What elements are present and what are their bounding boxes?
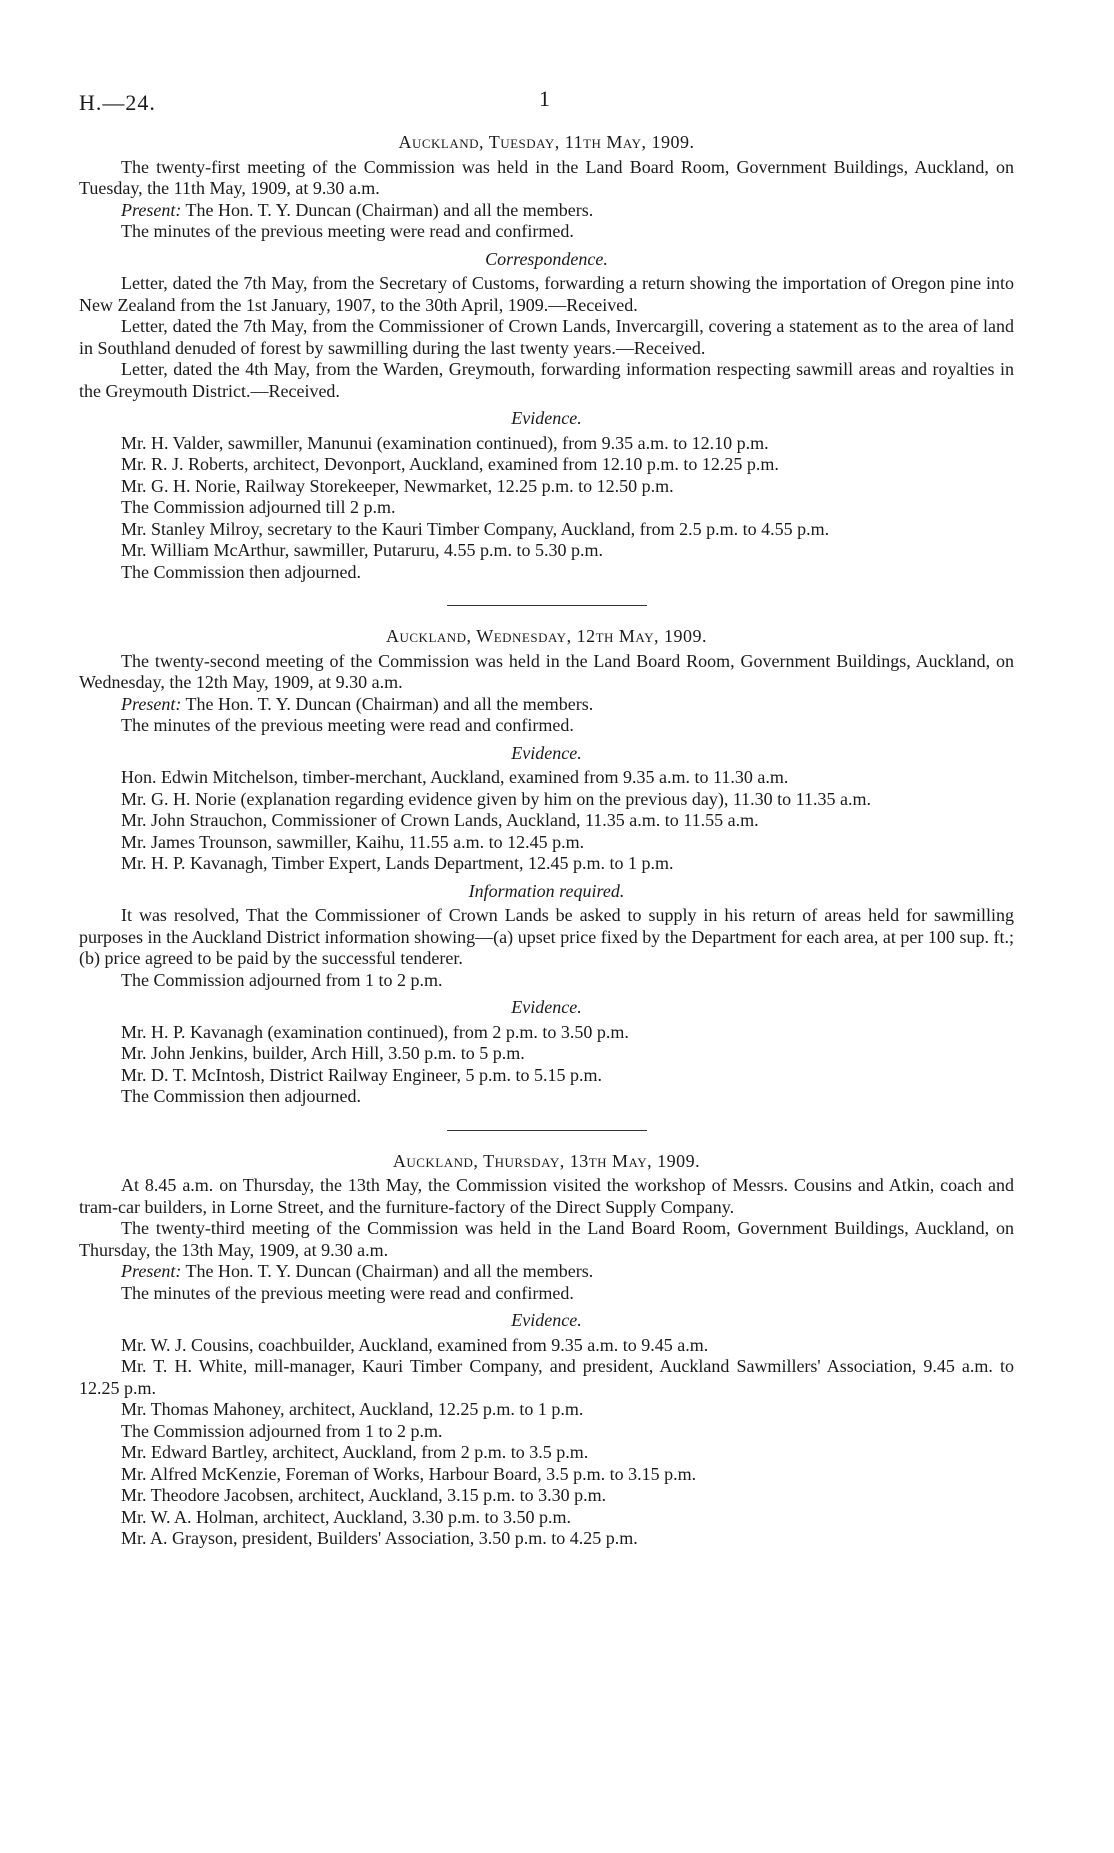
evidence-item: Mr. H. Valder, sawmiller, Manunui (examination continued), from 9.35 a.m. to 12.10 p.m.: [121, 432, 769, 453]
evidence-item: Mr. D. T. McIntosh, District Railway Engineer, 5 p.m. to 5.15 p.m.: [121, 1064, 603, 1085]
meeting-intro: The twenty-first meeting of the Commission was held in the Land Board Room, Government Buildings, Auckland, on Tuesday, the 11th May, 1909, at 9.30 a.m.: [79, 156, 1014, 198]
evidence-item: Mr. G. H. Norie, Railway Storekeeper, Newmarket, 12.25 p.m. to 12.50 p.m.: [121, 475, 674, 496]
page-number: 1: [539, 86, 550, 111]
adjournment-line: The Commission then adjourned.: [121, 1086, 361, 1106]
evidence-item: Mr. John Strauchon, Commissioner of Crown Lands, Auckland, 11.35 a.m. to 11.55 a.m.: [121, 810, 759, 830]
information-required-heading: Information required.: [468, 880, 625, 901]
evidence-item: Mr. James Trounson, sawmiller, Kaihu, 11.55 a.m. to 12.45 p.m.: [121, 831, 585, 852]
evidence-item: Mr. A. Grayson, president, Builders' Association, 3.50 p.m. to 4.25 p.m.: [121, 1528, 638, 1548]
present-label: Present:: [121, 199, 182, 220]
present-label: Present:: [121, 1261, 182, 1281]
adjournment-line: The Commission adjourned till 2 p.m.: [121, 497, 396, 517]
section-divider: [447, 1130, 647, 1131]
evidence-item: Mr. H. P. Kavanagh, Timber Expert, Lands Department, 12.45 p.m. to 1 p.m.: [121, 853, 674, 873]
evidence-item: Mr. Thomas Mahoney, architect, Auckland, 12.25 p.m. to 1 p.m.: [121, 1399, 584, 1419]
evidence-heading: Evidence.: [511, 742, 582, 763]
evidence-item: Mr. Theodore Jacobsen, architect, Auckland, 3.15 p.m. to 3.30 p.m.: [121, 1485, 607, 1505]
present-line: [79, 1261, 1014, 1283]
document-page: [79, 86, 1014, 1550]
present-label: Present:: [121, 693, 182, 714]
meeting-tuesday-section: [79, 132, 1014, 583]
present-text: The Hon. T. Y. Duncan (Chairman) and all the members.: [181, 199, 594, 220]
evidence-item: Mr. Alfred McKenzie, Foreman of Works, Harbour Board, 3.5 p.m. to 3.15 p.m.: [121, 1463, 697, 1484]
meeting-thursday-section: [79, 1151, 1014, 1550]
present-line: [79, 200, 1014, 222]
minutes-line: The minutes of the previous meeting were read and confirmed.: [121, 1282, 574, 1303]
correspondence-heading: Correspondence.: [485, 248, 608, 269]
meeting-wednesday-section: [79, 626, 1014, 1108]
evidence-heading: Evidence.: [511, 1310, 582, 1330]
evidence-heading: Evidence.: [511, 997, 582, 1017]
evidence-item: Mr. William McArthur, sawmiller, Putaruru, 4.55 p.m. to 5.30 p.m.: [121, 540, 603, 560]
letter-item: Letter, dated the 7th May, from the Commissioner of Crown Lands, Invercargill, covering a statement as to the area of land in Southland denuded of forest by sawmilling during the last twenty years.—Received.: [79, 316, 1014, 358]
adjournment-line: The Commission then adjourned.: [121, 561, 361, 582]
meeting-intro: The twenty-second meeting of the Commission was held in the Land Board Room, Government Buildings, Auckland, on Wednesday, the 12th May, 1909, at 9.30 a.m.: [79, 650, 1014, 692]
evidence-item: Mr. G. H. Norie (explanation regarding evidence given by him on the previous day), 11.30 to 11.35 a.m.: [121, 788, 871, 809]
evidence-item: Hon. Edwin Mitchelson, timber-merchant, Auckland, examined from 9.35 a.m. to 11.30 a.m.: [121, 767, 789, 787]
page-header: [79, 86, 1014, 126]
evidence-item: Mr. John Jenkins, builder, Arch Hill, 3.50 p.m. to 5 p.m.: [121, 1043, 525, 1063]
evidence-item: Mr. W. J. Cousins, coachbuilder, Auckland, examined from 9.35 a.m. to 9.45 a.m.: [121, 1334, 709, 1355]
evidence-item: Mr. W. A. Holman, architect, Auckland, 3.30 p.m. to 3.50 p.m.: [121, 1506, 571, 1527]
visit-text: At 8.45 a.m. on Thursday, the 13th May, the Commission visited the workshop of Messrs. Cousins and Atkin, coach and tram-car builders, in Lorne Street, and the furniture-factory of the Direct Supply Company.: [79, 1175, 1014, 1217]
adjournment-line: The Commission adjourned from 1 to 2 p.m.: [121, 969, 443, 990]
adjournment-line: The Commission adjourned from 1 to 2 p.m.: [121, 1420, 443, 1441]
document-id: H.—24.: [79, 90, 156, 115]
letter-item: Letter, dated the 7th May, from the Secretary of Customs, forwarding a return showing the importation of Oregon pine into New Zealand from the 1st January, 1907, to the 30th April, 1909.—Received.: [79, 273, 1014, 315]
minutes-line: The minutes of the previous meeting were read and confirmed.: [121, 715, 574, 735]
letter-item: Letter, dated the 4th May, from the Warden, Greymouth, forwarding information respecting sawmill areas and royalties in the Greymouth District.—Received.: [79, 359, 1014, 401]
present-text: The Hon. T. Y. Duncan (Chairman) and all the members.: [181, 1261, 594, 1281]
evidence-item: Mr. Edward Bartley, architect, Auckland, from 2 p.m. to 3.5 p.m.: [121, 1442, 589, 1462]
evidence-item: Mr. Stanley Milroy, secretary to the Kauri Timber Company, Auckland, from 2.5 p.m. to 4.55 p.m.: [121, 518, 830, 539]
minutes-line: The minutes of the previous meeting were read and confirmed.: [121, 221, 574, 241]
meeting-heading: Auckland, Tuesday, 11th May, 1909.: [398, 132, 695, 152]
meeting-heading: Auckland, Wednesday, 12th May, 1909.: [386, 626, 707, 646]
resolution-text: It was resolved, That the Commissioner of Crown Lands be asked to supply in his return of areas held for sawmilling purposes in the Auckland District information showing—(a) upset price fixed by the Department for each area, at per 100 sup. ft.; (b) price agreed to be paid by the successful tenderer.: [79, 905, 1014, 968]
present-line: [79, 694, 1014, 716]
meeting-intro: The twenty-third meeting of the Commission was held in the Land Board Room, Government Buildings, Auckland, on Thursday, the 13th May, 1909, at 9.30 a.m.: [79, 1218, 1014, 1260]
present-text: The Hon. T. Y. Duncan (Chairman) and all the members.: [181, 693, 594, 714]
evidence-item: Mr. H. P. Kavanagh (examination continued), from 2 p.m. to 3.50 p.m.: [121, 1021, 629, 1042]
evidence-heading: Evidence.: [511, 408, 582, 428]
evidence-item: Mr. R. J. Roberts, architect, Devonport, Auckland, examined from 12.10 p.m. to 12.25 p.m.: [121, 454, 779, 474]
meeting-heading: Auckland, Thursday, 13th May, 1909.: [392, 1150, 701, 1171]
evidence-item: Mr. T. H. White, mill-manager, Kauri Timber Company, and president, Auckland Sawmillers' Association, 9.45 a.m. to 12.25 p.m.: [79, 1356, 1014, 1398]
section-divider: [447, 605, 647, 606]
